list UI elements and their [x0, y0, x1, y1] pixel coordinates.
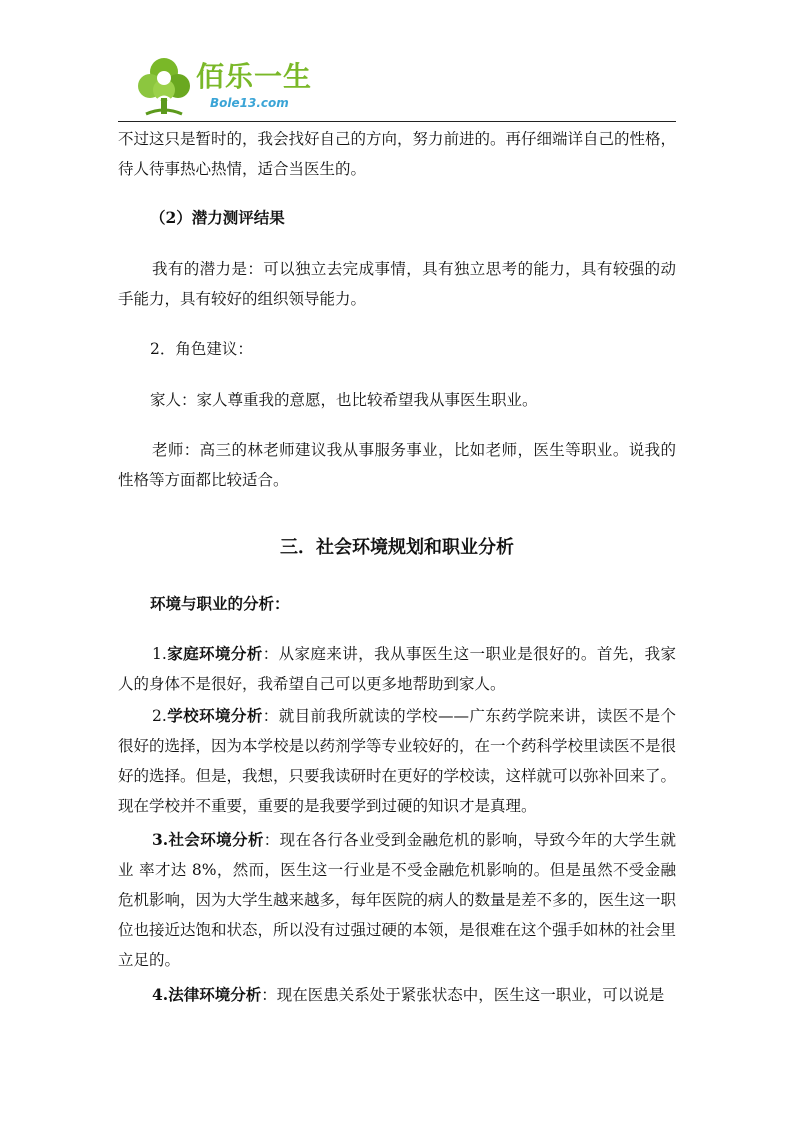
role-heading: 2．角色建议： [150, 340, 253, 358]
logo-text: 佰乐一生 [196, 60, 313, 93]
analysis-number: 3. [152, 830, 169, 849]
section-title: 三．社会环境规划和职业分析 [280, 537, 514, 558]
analysis-family [118, 639, 676, 699]
analysis-text: ：就目前我所就读的学校——广东药学院来讲，读医不是个很好的选择，因为本学校是以药剂学等专业较好的，在一个药科学校里读医不是很好的选择。但是，我想，只要我读研时在更好的学校读，这样就可以弥补回来了。现在学校并不重要，重要的是我要学到过硬的知识才是真理。 [118, 707, 677, 815]
analysis-law [118, 980, 676, 1010]
analysis-label: 家庭环境分析 [166, 644, 263, 663]
page-header [118, 50, 676, 123]
analysis-label: 社会环境分析 [168, 830, 264, 849]
potential-heading: （2）潜力测评结果 [150, 208, 285, 227]
logo-domain: Bole13.com [210, 96, 289, 110]
analysis-school [118, 701, 676, 821]
analysis-label: 法律环境分析 [168, 985, 262, 1004]
header-divider [118, 121, 676, 122]
potential-paragraph: 我有的潜力是：可以独立去完成事情，具有独立思考的能力，具有较强的动手能力，具有较好的组织领导能力。 [118, 260, 676, 308]
analysis-number: 4. [152, 985, 169, 1004]
teacher-paragraph: 老师：高三的林老师建议我从事服务事业，比如老师，医生等职业。说我的性格等方面都比较适合。 [118, 441, 676, 489]
tree-logo-icon [136, 54, 192, 116]
analysis-number: 2. [152, 707, 167, 725]
section-subheading: 环境与职业的分析： [150, 594, 290, 613]
analysis-text: ：现在医患关系处于紧张状态中，医生这一职业，可以说是 [261, 986, 665, 1004]
analysis-number: 1. [152, 645, 167, 663]
analysis-text: ：现在各行各业受到金融危机的影响，导致今年的大学生就业 率才达 8%，然而，医生这一行业是不受金融危机影响的。但是虽然不受金融危机影响，因为大学生越来越多，每年医院的病人的数量是差不多的，医生这一职位也接近达饱和状态，所以没有过强过硬的本领，是很难在这个强手如林的社会里立足的。 [118, 831, 677, 969]
family-paragraph: 家人：家人尊重我的意愿，也比较希望我从事医生职业。 [150, 391, 538, 409]
paragraph-continuation: 不过这只是暂时的，我会找好自己的方向，努力前进的。再仔细端详自己的性格，待人待事热心热情，适合当医生的。 [118, 130, 677, 178]
analysis-society [118, 825, 676, 975]
analysis-label: 学校环境分析 [166, 706, 263, 725]
analysis-text: ：从家庭来讲，我从事医生这一职业是很好的。首先，我家人的身体不是很好，我希望自己可以更多地帮助到家人。 [118, 645, 676, 693]
